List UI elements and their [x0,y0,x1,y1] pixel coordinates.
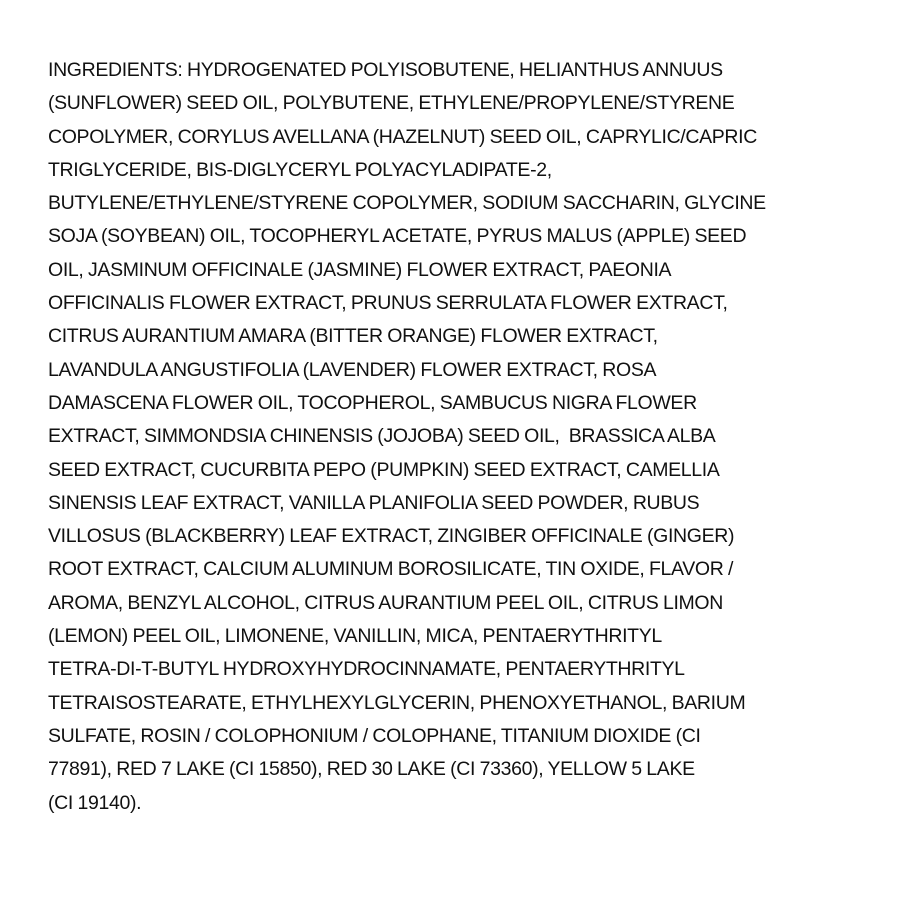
ingredients-line: TETRAISOSTEARATE, ETHYLHEXYLGLYCERIN, PHENOXYETHANOL, BARIUM [48,691,746,714]
ingredients-line: INGREDIENTS: HYDROGENATED POLYISOBUTENE, HELIANTHUS ANNUUS [48,59,723,81]
ingredients-line: LAVANDULA ANGUSTIFOLIA (LAVENDER) FLOWER EXTRACT, ROSA [48,358,657,381]
ingredients-line: (LEMON) PEEL OIL, LIMONENE, VANILLIN, MICA, PENTAERYTHRITYL [48,625,662,648]
ingredients-line: EXTRACT, SIMMONDSIA CHINENSIS (JOJOBA) SEED OIL, BRASSICA ALBA [48,425,716,448]
ingredients-line: BUTYLENE/ETHYLENE/STYRENE COPOLYMER, SODIUM SACCHARIN, GLYCINE [48,192,766,215]
ingredients-line: AROMA, BENZYL ALCOHOL, CITRUS AURANTIUM PEEL OIL, CITRUS LIMON [48,591,723,614]
ingredients-line: ROOT EXTRACT, CALCIUM ALUMINUM BOROSILICATE, TIN OXIDE, FLAVOR / [48,558,734,581]
ingredients-line: SULFATE, ROSIN / COLOPHONIUM / COLOPHANE, TITANIUM DIOXIDE (CI [48,724,701,747]
ingredients-text-block [48,54,868,820]
ingredients-line: TETRA-DI-T-BUTYL HYDROXYHYDROCINNAMATE, PENTAERYTHRITYL [48,658,685,681]
ingredients-line: OIL, JASMINUM OFFICINALE (JASMINE) FLOWER EXTRACT, PAEONIA [48,258,672,281]
ingredients-line: SOJA (SOYBEAN) OIL, TOCOPHERYL ACETATE, PYRUS MALUS (APPLE) SEED [48,225,747,248]
ingredients-line: (CI 19140). [48,791,142,814]
ingredients-line: SEED EXTRACT, CUCURBITA PEPO (PUMPKIN) SEED EXTRACT, CAMELLIA [48,458,720,481]
ingredients-line: VILLOSUS (BLACKBERRY) LEAF EXTRACT, ZINGIBER OFFICINALE (GINGER) [48,525,735,548]
ingredients-line: COPOLYMER, CORYLUS AVELLANA (HAZELNUT) SEED OIL, CAPRYLIC/CAPRIC [48,125,757,148]
ingredients-line: 77891), RED 7 LAKE (CI 15850), RED 30 LAKE (CI 73360), YELLOW 5 LAKE [48,758,695,781]
ingredients-line: OFFICINALIS FLOWER EXTRACT, PRUNUS SERRULATA FLOWER EXTRACT, [48,292,728,315]
ingredients-line: SINENSIS LEAF EXTRACT, VANILLA PLANIFOLIA SEED POWDER, RUBUS [48,491,700,514]
ingredients-line: DAMASCENA FLOWER OIL, TOCOPHEROL, SAMBUCUS NIGRA FLOWER [48,391,697,414]
ingredients-line: TRIGLYCERIDE, BIS-DIGLYCERYL POLYACYLADIPATE-2, [48,158,552,181]
ingredients-line: (SUNFLOWER) SEED OIL, POLYBUTENE, ETHYLENE/PROPYLENE/STYRENE [48,92,735,115]
ingredients-line: CITRUS AURANTIUM AMARA (BITTER ORANGE) FLOWER EXTRACT, [48,325,658,348]
